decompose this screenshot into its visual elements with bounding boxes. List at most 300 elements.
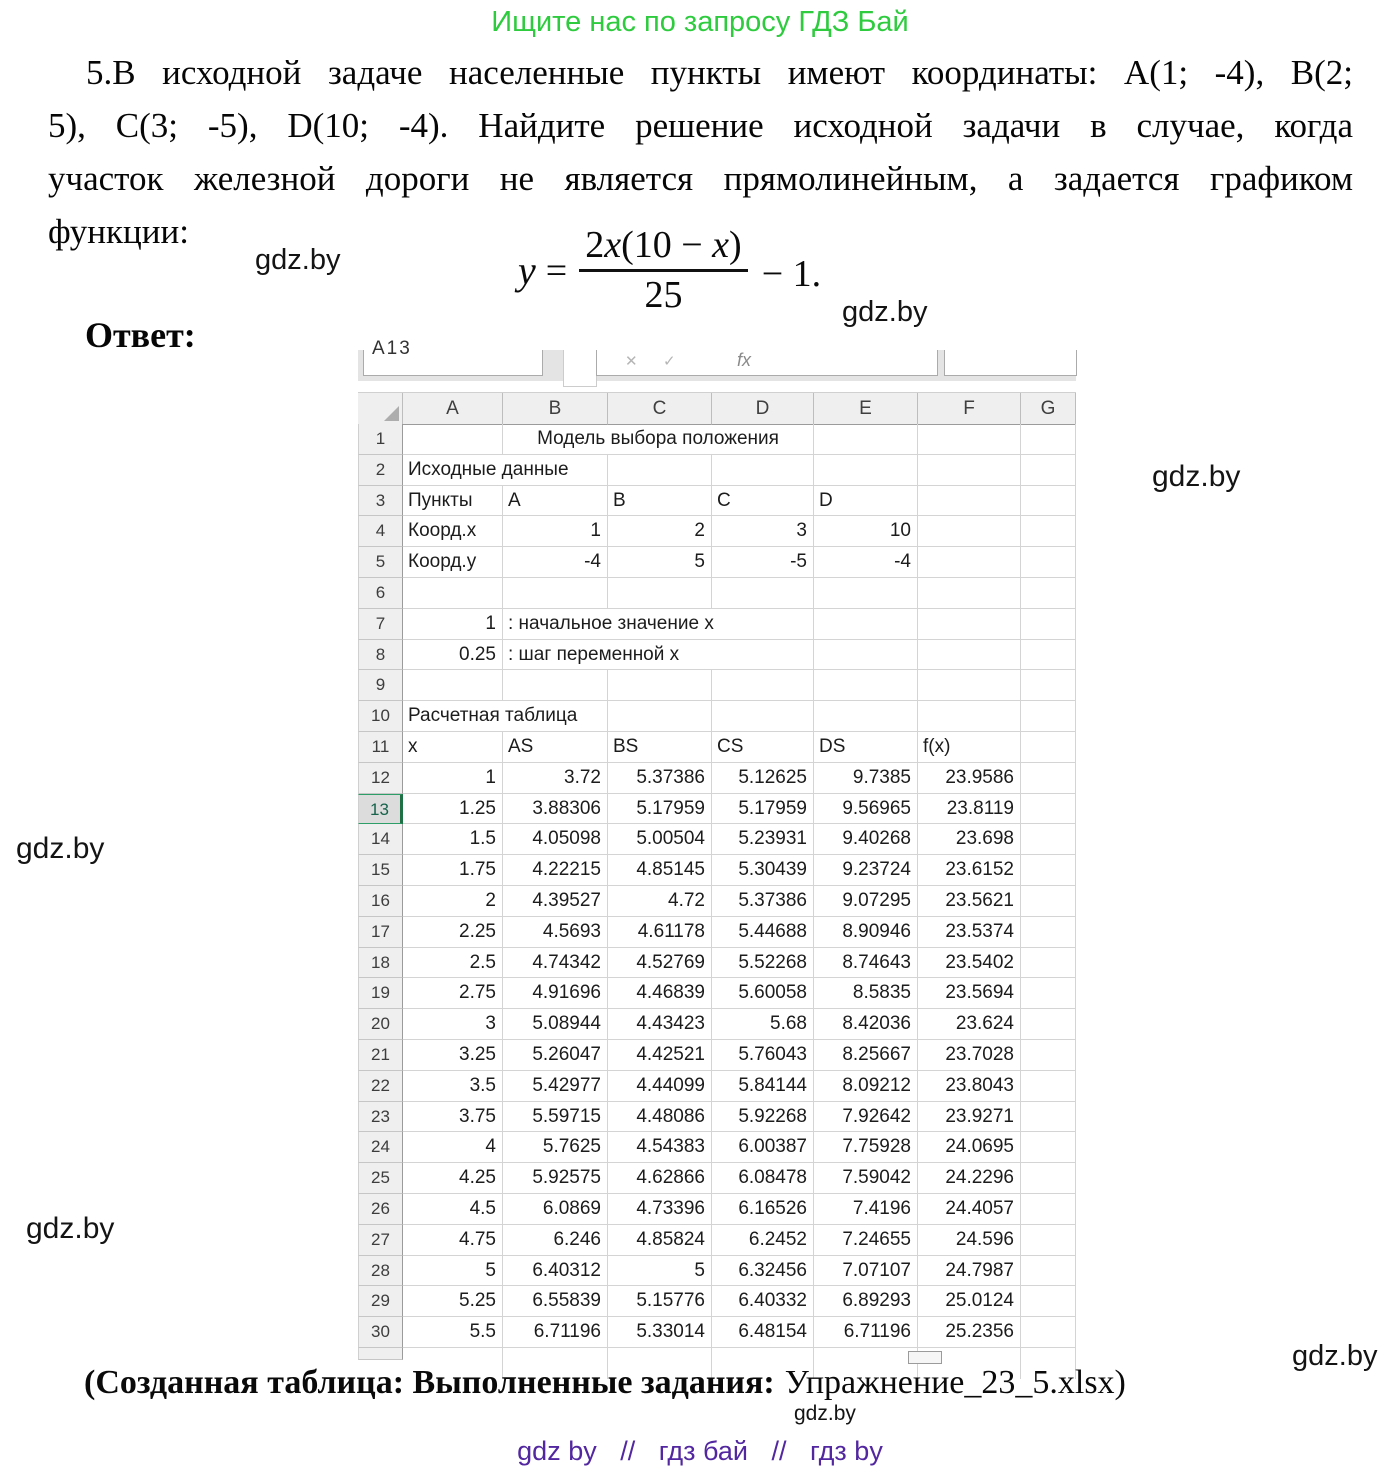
spreadsheet-row-17 xyxy=(358,917,1076,948)
cell xyxy=(918,640,1021,671)
footer-separator: // xyxy=(771,1436,787,1466)
corner-triangle-icon xyxy=(384,406,399,421)
cell: : шаг переменной x xyxy=(503,640,814,671)
row-header-29: 29 xyxy=(358,1286,403,1317)
cell: 23.8043 xyxy=(918,1071,1021,1102)
cell: Коорд.y xyxy=(403,547,503,578)
column-header-E: E xyxy=(814,393,918,425)
caption-filename: Упражнение_23_5.xlsx) xyxy=(784,1364,1126,1401)
row-header-1: 1 xyxy=(358,424,403,455)
cell: 9.23724 xyxy=(814,855,918,886)
cell: 5 xyxy=(608,547,712,578)
column-header-A: A xyxy=(403,393,503,425)
cell: 4.43423 xyxy=(608,1009,712,1040)
cell xyxy=(814,670,918,701)
excel-formula-input xyxy=(944,350,1077,376)
cell: Модель выбора положения xyxy=(503,424,814,455)
cell: x xyxy=(403,732,503,763)
site-banner: Ищите нас по запросу ГДЗ Бай xyxy=(491,6,909,38)
math-formula xyxy=(518,224,821,317)
caption-bold: (Созданная таблица: Выполненные задания: xyxy=(84,1364,775,1401)
cell: 5.59715 xyxy=(503,1102,608,1133)
cell: 4.62866 xyxy=(608,1163,712,1194)
cell: 6.40312 xyxy=(503,1256,608,1287)
column-header-G: G xyxy=(1021,393,1076,425)
row-header-15: 15 xyxy=(358,855,403,886)
excel-screenshot xyxy=(358,338,1076,1362)
cell: 8.25667 xyxy=(814,1040,918,1071)
spreadsheet-row-16 xyxy=(358,886,1076,917)
cell: 3.72 xyxy=(503,763,608,794)
table-caption xyxy=(84,1364,1126,1402)
cell xyxy=(1021,670,1076,701)
cell: -4 xyxy=(814,547,918,578)
row-header-7: 7 xyxy=(358,609,403,640)
cell xyxy=(814,609,918,640)
cell: 5.15776 xyxy=(608,1286,712,1317)
cell: 4.52769 xyxy=(608,948,712,979)
cell: 6.71196 xyxy=(814,1317,918,1348)
cell: 3.88306 xyxy=(503,794,608,825)
cell xyxy=(1021,1286,1076,1317)
row-header-9: 9 xyxy=(358,670,403,701)
cell: 1.25 xyxy=(403,794,503,825)
cell: 3.75 xyxy=(403,1102,503,1133)
cell xyxy=(1021,1071,1076,1102)
cell: 5.26047 xyxy=(503,1040,608,1071)
excel-name-box: A13 xyxy=(363,350,543,376)
row-header-14: 14 xyxy=(358,824,403,855)
spreadsheet-row-18 xyxy=(358,948,1076,979)
cell: 24.0695 xyxy=(918,1132,1021,1163)
cell: 5 xyxy=(403,1256,503,1287)
row-header-26: 26 xyxy=(358,1194,403,1225)
cell xyxy=(918,701,1021,732)
cell: 1 xyxy=(503,516,608,547)
cell: 10 xyxy=(814,516,918,547)
spreadsheet-row-22 xyxy=(358,1071,1076,1102)
cell xyxy=(1021,1194,1076,1225)
cell: 4.48086 xyxy=(608,1102,712,1133)
cell: 7.07107 xyxy=(814,1256,918,1287)
cell xyxy=(814,701,918,732)
row-header-partial xyxy=(358,1348,403,1360)
cell: 1.5 xyxy=(403,824,503,855)
spreadsheet-row-3 xyxy=(358,486,1076,517)
cell: 25.0124 xyxy=(918,1286,1021,1317)
cell xyxy=(1021,547,1076,578)
cell xyxy=(1021,424,1076,455)
cell: 5.52268 xyxy=(712,948,814,979)
cell xyxy=(918,670,1021,701)
cell: 5.84144 xyxy=(712,1071,814,1102)
enter-icon: ✓ xyxy=(663,353,676,370)
row-header-18: 18 xyxy=(358,948,403,979)
cell: BS xyxy=(608,732,712,763)
cell: 8.42036 xyxy=(814,1009,918,1040)
cell xyxy=(814,640,918,671)
row-header-19: 19 xyxy=(358,978,403,1009)
cell xyxy=(1021,1317,1076,1348)
cell: 4.42521 xyxy=(608,1040,712,1071)
cell xyxy=(1021,578,1076,609)
cell: 7.24655 xyxy=(814,1225,918,1256)
row-header-25: 25 xyxy=(358,1163,403,1194)
row-header-8: 8 xyxy=(358,640,403,671)
cell: 23.6152 xyxy=(918,855,1021,886)
cell: 25.2356 xyxy=(918,1317,1021,1348)
cell xyxy=(918,424,1021,455)
answer-label: Ответ: xyxy=(85,315,196,355)
row-header-2: 2 xyxy=(358,455,403,486)
gdz-watermark: gdz.by xyxy=(1292,1340,1378,1372)
row-header-22: 22 xyxy=(358,1071,403,1102)
cell: 3.25 xyxy=(403,1040,503,1071)
cell: f(x) xyxy=(918,732,1021,763)
cell xyxy=(608,578,712,609)
cell: 4.44099 xyxy=(608,1071,712,1102)
cell: 2.75 xyxy=(403,978,503,1009)
cell: 6.0869 xyxy=(503,1194,608,1225)
cell: 23.9586 xyxy=(918,763,1021,794)
cell: 24.596 xyxy=(918,1225,1021,1256)
cell: 5.12625 xyxy=(712,763,814,794)
cell: 6.08478 xyxy=(712,1163,814,1194)
cell xyxy=(1021,763,1076,794)
spreadsheet-row-2 xyxy=(358,455,1076,486)
cell xyxy=(1021,948,1076,979)
spreadsheet-row-7 xyxy=(358,609,1076,640)
cell: 4.39527 xyxy=(503,886,608,917)
row-header-30: 30 xyxy=(358,1317,403,1348)
row-header-12: 12 xyxy=(358,763,403,794)
row-header-13: 13 xyxy=(358,794,403,825)
spreadsheet-row-5 xyxy=(358,547,1076,578)
cell xyxy=(1021,455,1076,486)
cell xyxy=(1021,978,1076,1009)
cell: 8.09212 xyxy=(814,1071,918,1102)
cell: 3.5 xyxy=(403,1071,503,1102)
cell xyxy=(608,701,712,732)
cell xyxy=(1021,486,1076,517)
cell: 1.75 xyxy=(403,855,503,886)
cell xyxy=(814,578,918,609)
footer-separator: // xyxy=(620,1436,636,1466)
cell: 6.246 xyxy=(503,1225,608,1256)
cell: 24.2296 xyxy=(918,1163,1021,1194)
spreadsheet-row-15 xyxy=(358,855,1076,886)
cell: 5.92268 xyxy=(712,1102,814,1133)
cell xyxy=(1021,701,1076,732)
cell xyxy=(1021,917,1076,948)
spreadsheet-row-9 xyxy=(358,670,1076,701)
cell xyxy=(918,609,1021,640)
cell: 4.91696 xyxy=(503,978,608,1009)
spreadsheet-row-14 xyxy=(358,824,1076,855)
cell: 7.92642 xyxy=(814,1102,918,1133)
cell xyxy=(918,578,1021,609)
problem-line-2: 5), С(3; -5), D(10; -4). Найдите решение исходной задачи в случае, когда xyxy=(48,106,1353,145)
cell xyxy=(608,455,712,486)
cell: 5.76043 xyxy=(712,1040,814,1071)
cell: 5.5 xyxy=(403,1317,503,1348)
row-header-10: 10 xyxy=(358,701,403,732)
cell: 2 xyxy=(403,886,503,917)
cell: 9.56965 xyxy=(814,794,918,825)
row-header-20: 20 xyxy=(358,1009,403,1040)
row-header-27: 27 xyxy=(358,1225,403,1256)
cell: D xyxy=(814,486,918,517)
row-header-11: 11 xyxy=(358,732,403,763)
spreadsheet-row-6 xyxy=(358,578,1076,609)
spreadsheet-row-19 xyxy=(358,978,1076,1009)
fraction-bar xyxy=(579,269,748,272)
cell: 6.2452 xyxy=(712,1225,814,1256)
cell: 23.5621 xyxy=(918,886,1021,917)
cell: 5.08944 xyxy=(503,1009,608,1040)
cell: 5.00504 xyxy=(608,824,712,855)
cell: -4 xyxy=(503,547,608,578)
cell xyxy=(814,455,918,486)
cell xyxy=(1021,855,1076,886)
cell: 5.44688 xyxy=(712,917,814,948)
cell: Расчетная таблица xyxy=(403,701,608,732)
cell: 6.00387 xyxy=(712,1132,814,1163)
cell: 23.698 xyxy=(918,824,1021,855)
scrollbar-fragment xyxy=(908,1351,942,1364)
footer-link-gdz-bai[interactable]: гдз бай xyxy=(658,1436,748,1466)
cell xyxy=(1021,794,1076,825)
cell xyxy=(712,455,814,486)
formula-denominator: 25 xyxy=(644,274,683,316)
cell xyxy=(1021,640,1076,671)
cell: 7.59042 xyxy=(814,1163,918,1194)
cell xyxy=(403,424,503,455)
fx-icon: fx xyxy=(737,350,752,370)
cell: 5.37386 xyxy=(608,763,712,794)
cell: DS xyxy=(814,732,918,763)
row-header-6: 6 xyxy=(358,578,403,609)
row-header-24: 24 xyxy=(358,1132,403,1163)
cell: Исходные данные xyxy=(403,455,608,486)
cell: 9.07295 xyxy=(814,886,918,917)
cell: 5.33014 xyxy=(608,1317,712,1348)
cell: 4.5 xyxy=(403,1194,503,1225)
cell: 5.7625 xyxy=(503,1132,608,1163)
cell: 7.75928 xyxy=(814,1132,918,1163)
cell: 0.25 xyxy=(403,640,503,671)
formula-tail: − 1. xyxy=(761,252,822,295)
cell: 23.5374 xyxy=(918,917,1021,948)
formula-lhs: y xyxy=(518,248,536,293)
cell: Пункты xyxy=(403,486,503,517)
cell xyxy=(403,670,503,701)
cell: 5.25 xyxy=(403,1286,503,1317)
cell xyxy=(918,516,1021,547)
spreadsheet-row-29 xyxy=(358,1286,1076,1317)
cell: 4.85824 xyxy=(608,1225,712,1256)
cell xyxy=(503,670,608,701)
cell: 6.40332 xyxy=(712,1286,814,1317)
cell xyxy=(1021,516,1076,547)
spreadsheet-row-27 xyxy=(358,1225,1076,1256)
cell: 6.48154 xyxy=(712,1317,814,1348)
spreadsheet-row-21 xyxy=(358,1040,1076,1071)
cell: 5 xyxy=(608,1256,712,1287)
cell: 9.40268 xyxy=(814,824,918,855)
cell: 5.42977 xyxy=(503,1071,608,1102)
spreadsheet-row-partial xyxy=(358,1348,1076,1360)
cell: 5.68 xyxy=(712,1009,814,1040)
spreadsheet-row-23 xyxy=(358,1102,1076,1133)
cell xyxy=(1021,1256,1076,1287)
cell xyxy=(1021,1225,1076,1256)
cell: 7.4196 xyxy=(814,1194,918,1225)
cell: 6.89293 xyxy=(814,1286,918,1317)
cell: 4.22215 xyxy=(503,855,608,886)
cell: 4 xyxy=(403,1132,503,1163)
cell: 23.7028 xyxy=(918,1040,1021,1071)
spreadsheet-row-13 xyxy=(358,794,1076,825)
spreadsheet-row-4 xyxy=(358,516,1076,547)
cell xyxy=(1021,886,1076,917)
cell: AS xyxy=(503,732,608,763)
cell: 2.25 xyxy=(403,917,503,948)
footer-link-gdz-by-2[interactable]: гдз by xyxy=(810,1436,883,1466)
formula-fraction xyxy=(579,224,748,317)
excel-fx-segment xyxy=(596,350,938,376)
cell: 24.7987 xyxy=(918,1256,1021,1287)
select-all-corner xyxy=(358,393,403,425)
cell xyxy=(918,547,1021,578)
gdz-watermark: gdz.by xyxy=(1152,460,1241,493)
cell: C xyxy=(712,486,814,517)
row-header-28: 28 xyxy=(358,1256,403,1287)
cell: 23.5694 xyxy=(918,978,1021,1009)
cancel-icon: ✕ xyxy=(625,353,638,370)
cell xyxy=(712,670,814,701)
cell: 8.74643 xyxy=(814,948,918,979)
cell: 2 xyxy=(608,516,712,547)
cell: B xyxy=(608,486,712,517)
row-header-23: 23 xyxy=(358,1102,403,1133)
cell xyxy=(918,455,1021,486)
cell: 6.32456 xyxy=(712,1256,814,1287)
gdz-watermark: gdz.by xyxy=(26,1212,115,1245)
cell: 4.46839 xyxy=(608,978,712,1009)
cell: 5.17959 xyxy=(712,794,814,825)
gdz-watermark: gdz.by xyxy=(16,832,105,865)
cell xyxy=(1021,824,1076,855)
cell: 6.71196 xyxy=(503,1317,608,1348)
cell: 5.17959 xyxy=(608,794,712,825)
grid-rows xyxy=(358,424,1076,1360)
cell: 1 xyxy=(403,609,503,640)
cell xyxy=(918,486,1021,517)
row-header-3: 3 xyxy=(358,486,403,517)
column-header-row xyxy=(358,392,1076,425)
cell xyxy=(403,578,503,609)
formula-equals: = xyxy=(545,249,568,292)
cell xyxy=(1021,1163,1076,1194)
cell: 23.5402 xyxy=(918,948,1021,979)
excel-toolbar-tab xyxy=(563,350,597,387)
row-header-4: 4 xyxy=(358,516,403,547)
spreadsheet-row-25 xyxy=(358,1163,1076,1194)
cell: 4.61178 xyxy=(608,917,712,948)
cell xyxy=(1021,1009,1076,1040)
cell xyxy=(712,578,814,609)
spreadsheet-row-10 xyxy=(358,701,1076,732)
cell: 5.23931 xyxy=(712,824,814,855)
spreadsheet-row-8 xyxy=(358,640,1076,671)
cell: 4.73396 xyxy=(608,1194,712,1225)
cell xyxy=(814,424,918,455)
formula-numerator: 2x(10 − x) xyxy=(585,224,742,266)
spreadsheet-row-30 xyxy=(358,1317,1076,1348)
cell: 2.5 xyxy=(403,948,503,979)
cell: 5.30439 xyxy=(712,855,814,886)
spreadsheet-row-24 xyxy=(358,1132,1076,1163)
cell: 23.624 xyxy=(918,1009,1021,1040)
cell: 4.05098 xyxy=(503,824,608,855)
cell xyxy=(503,578,608,609)
cell: 3 xyxy=(403,1009,503,1040)
cell: 24.4057 xyxy=(918,1194,1021,1225)
cell: 1 xyxy=(403,763,503,794)
cell: 8.90946 xyxy=(814,917,918,948)
cell: 5.60058 xyxy=(712,978,814,1009)
cell: : начальное значение x xyxy=(503,609,814,640)
column-header-D: D xyxy=(712,393,814,425)
row-header-17: 17 xyxy=(358,917,403,948)
cell: 4.75 xyxy=(403,1225,503,1256)
cell: 8.5835 xyxy=(814,978,918,1009)
cell: 4.74342 xyxy=(503,948,608,979)
footer-link-gdz-by[interactable]: gdz by xyxy=(517,1436,597,1466)
cell: 23.8119 xyxy=(918,794,1021,825)
cell: 6.16526 xyxy=(712,1194,814,1225)
spreadsheet-row-12 xyxy=(358,763,1076,794)
problem-line-3: участок железной дороги не является прямолинейным, а задается графиком xyxy=(48,159,1353,198)
cell: 4.54383 xyxy=(608,1132,712,1163)
cell: 4.5693 xyxy=(503,917,608,948)
cell xyxy=(1021,1040,1076,1071)
spreadsheet-row-26 xyxy=(358,1194,1076,1225)
spreadsheet-row-20 xyxy=(358,1009,1076,1040)
cell: -5 xyxy=(712,547,814,578)
gdz-watermark: gdz.by xyxy=(842,296,928,328)
cell: 23.9271 xyxy=(918,1102,1021,1133)
cell: A xyxy=(503,486,608,517)
cell xyxy=(1021,1132,1076,1163)
cell xyxy=(608,670,712,701)
cell: 4.72 xyxy=(608,886,712,917)
cell: 4.85145 xyxy=(608,855,712,886)
cell xyxy=(712,701,814,732)
cell xyxy=(1021,732,1076,763)
cell: 3 xyxy=(712,516,814,547)
spreadsheet-row-1 xyxy=(358,424,1076,455)
cell: Коорд.x xyxy=(403,516,503,547)
cell xyxy=(1021,1102,1076,1133)
footer-links xyxy=(0,1436,1400,1467)
problem-line-1: 5.В исходной задаче населенные пункты имеют координаты: А(1; -4), В(2; xyxy=(86,53,1353,92)
cell: 4.25 xyxy=(403,1163,503,1194)
row-header-21: 21 xyxy=(358,1040,403,1071)
column-header-C: C xyxy=(608,393,712,425)
cell: 6.55839 xyxy=(503,1286,608,1317)
